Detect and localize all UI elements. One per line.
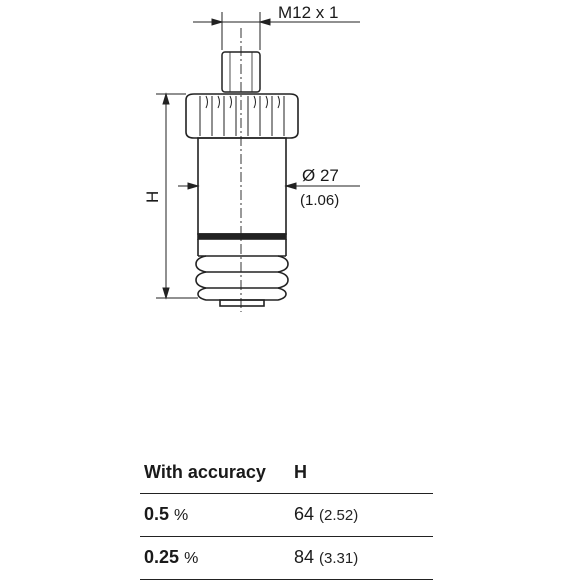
height-cell: 84 (3.31) (290, 537, 433, 580)
sensor-body (198, 138, 286, 256)
height-dimension (156, 94, 198, 298)
table-header-row (140, 456, 433, 494)
sealing-rings (196, 256, 288, 306)
knurled-cap (186, 94, 298, 138)
accuracy-height-table (140, 456, 433, 580)
height-label: H (143, 190, 162, 203)
header-accuracy: With accuracy (140, 456, 290, 494)
diameter-label: Ø 27 (302, 166, 339, 185)
diameter-inch-label: (1.06) (300, 192, 340, 209)
header-h: H (290, 456, 433, 494)
accuracy-cell: 0.5 % (140, 494, 290, 537)
table-row (140, 537, 433, 580)
height-cell: 64 (2.52) (290, 494, 433, 537)
accuracy-cell: 0.25 % (140, 537, 290, 580)
thread-label: M12 x 1 (278, 3, 339, 22)
table-row (140, 494, 433, 537)
